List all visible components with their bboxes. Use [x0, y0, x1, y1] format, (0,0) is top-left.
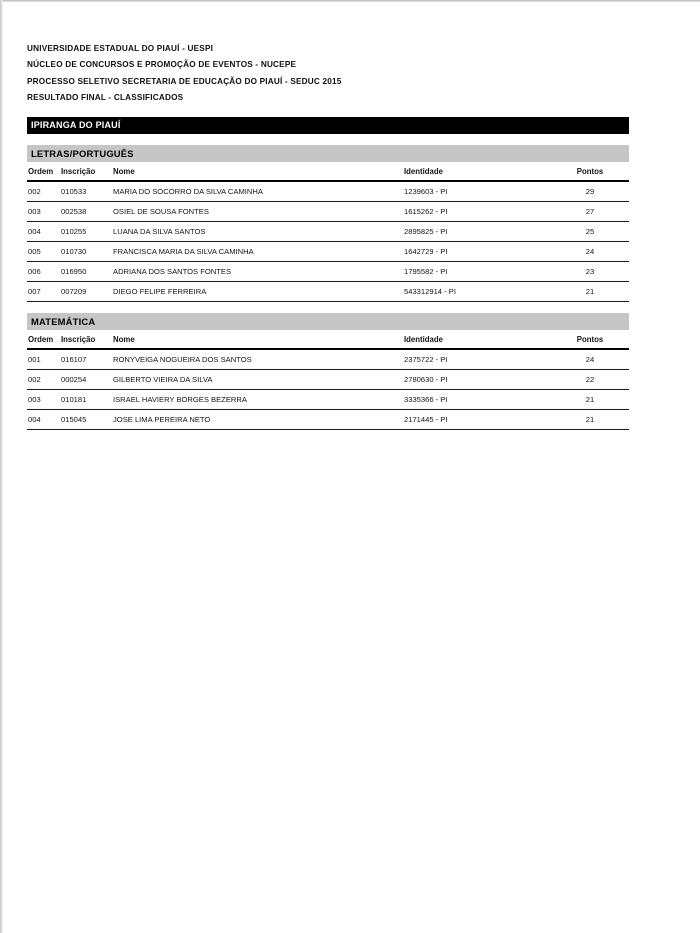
cell-inscricao: 016107	[60, 349, 109, 370]
cell-identidade: 1239603 - PI	[401, 181, 551, 202]
column-header-ordem: Ordem	[27, 330, 60, 349]
cell-pontos: 24	[551, 349, 629, 370]
cell-nome: GILBERTO VIEIRA DA SILVA	[109, 370, 401, 390]
column-header-ordem: Ordem	[27, 162, 60, 181]
table-row	[27, 202, 629, 222]
cell-pontos: 23	[551, 262, 629, 282]
cell-nome: OSIEL DE SOUSA FONTES	[109, 202, 401, 222]
results-table	[27, 162, 629, 302]
letterhead-line-result: RESULTADO FINAL - CLASSIFICADOS	[27, 92, 184, 102]
section-title: MATEMÁTICA	[27, 313, 629, 330]
cell-pontos: 21	[551, 390, 629, 410]
cell-ordem: 001	[27, 349, 60, 370]
city-banner: IPIRANGA DO PIAUÍ	[27, 117, 629, 134]
table-row	[27, 390, 629, 410]
cell-nome: JOSE LIMA PEREIRA NETO	[109, 410, 401, 430]
cell-ordem: 007	[27, 282, 60, 302]
results-table	[27, 330, 629, 430]
cell-inscricao: 002538	[60, 202, 109, 222]
cell-ordem: 004	[27, 410, 60, 430]
cell-ordem: 006	[27, 262, 60, 282]
table-header-row	[27, 162, 629, 181]
cell-pontos: 27	[551, 202, 629, 222]
cell-identidade: 2780630 - PI	[401, 370, 551, 390]
cell-ordem: 005	[27, 242, 60, 262]
cell-pontos: 24	[551, 242, 629, 262]
cell-nome: DIEGO FELIPE FERREIRA	[109, 282, 401, 302]
cell-identidade: 3335366 - PI	[401, 390, 551, 410]
cell-pontos: 21	[551, 410, 629, 430]
table-row	[27, 262, 629, 282]
section-title: LETRAS/PORTUGUÊS	[27, 145, 629, 162]
column-header-identidade: Identidade	[401, 162, 551, 181]
cell-inscricao: 016950	[60, 262, 109, 282]
cell-ordem: 002	[27, 370, 60, 390]
cell-identidade: 543312914 - PI	[401, 282, 551, 302]
cell-inscricao: 015045	[60, 410, 109, 430]
column-header-pontos: Pontos	[551, 162, 629, 181]
cell-nome: FRANCISCA MARIA DA SILVA CAMINHA	[109, 242, 401, 262]
document-content	[27, 41, 629, 430]
cell-inscricao: 007209	[60, 282, 109, 302]
cell-inscricao: 010255	[60, 222, 109, 242]
cell-ordem: 003	[27, 202, 60, 222]
cell-pontos: 22	[551, 370, 629, 390]
column-header-nome: Nome	[109, 162, 401, 181]
table-row	[27, 349, 629, 370]
cell-identidade: 2171445 - PI	[401, 410, 551, 430]
cell-inscricao: 010730	[60, 242, 109, 262]
letterhead-line-institution: UNIVERSIDADE ESTADUAL DO PIAUÍ - UESPI	[27, 44, 214, 53]
table-row	[27, 181, 629, 202]
cell-identidade: 1615262 - PI	[401, 202, 551, 222]
cell-identidade: 1642729 - PI	[401, 242, 551, 262]
cell-nome: RONYVEIGA NOGUEIRA DOS SANTOS	[109, 349, 401, 370]
cell-nome: LUANA DA SILVA SANTOS	[109, 222, 401, 242]
cell-identidade: 2895825 - PI	[401, 222, 551, 242]
letterhead-line-process: PROCESSO SELETIVO SECRETARIA DE EDUCAÇÃO DO PIAUÍ - SEDUC 2015	[27, 76, 342, 86]
column-header-inscricao: Inscrição	[60, 330, 109, 349]
table-row	[27, 242, 629, 262]
table-row	[27, 222, 629, 242]
cell-inscricao: 010533	[60, 181, 109, 202]
letterhead-line-department: NÚCLEO DE CONCURSOS E PROMOÇÃO DE EVENTOS - NUCEPE	[27, 60, 297, 70]
scan-edge-left	[0, 0, 3, 933]
table-row	[27, 410, 629, 430]
column-header-identidade: Identidade	[401, 330, 551, 349]
cell-inscricao: 000254	[60, 370, 109, 390]
section-matematica	[27, 313, 629, 430]
table-row	[27, 282, 629, 302]
cell-ordem: 004	[27, 222, 60, 242]
column-header-pontos: Pontos	[551, 330, 629, 349]
cell-identidade: 2375722 - PI	[401, 349, 551, 370]
cell-pontos: 29	[551, 181, 629, 202]
cell-ordem: 002	[27, 181, 60, 202]
table-header-row	[27, 330, 629, 349]
column-header-nome: Nome	[109, 330, 401, 349]
cell-pontos: 21	[551, 282, 629, 302]
scan-edge-top	[0, 0, 700, 2]
cell-ordem: 003	[27, 390, 60, 410]
cell-inscricao: 010181	[60, 390, 109, 410]
cell-nome: ADRIANA DOS SANTOS FONTES	[109, 262, 401, 282]
cell-identidade: 1795582 - PI	[401, 262, 551, 282]
letterhead	[27, 41, 629, 106]
table-row	[27, 370, 629, 390]
cell-pontos: 25	[551, 222, 629, 242]
cell-nome: MARIA DO SOCORRO DA SILVA CAMINHA	[109, 181, 401, 202]
cell-nome: ISRAEL HAVIERY BORGES BEZERRA	[109, 390, 401, 410]
column-header-inscricao: Inscrição	[60, 162, 109, 181]
section-letras-portugues	[27, 145, 629, 302]
